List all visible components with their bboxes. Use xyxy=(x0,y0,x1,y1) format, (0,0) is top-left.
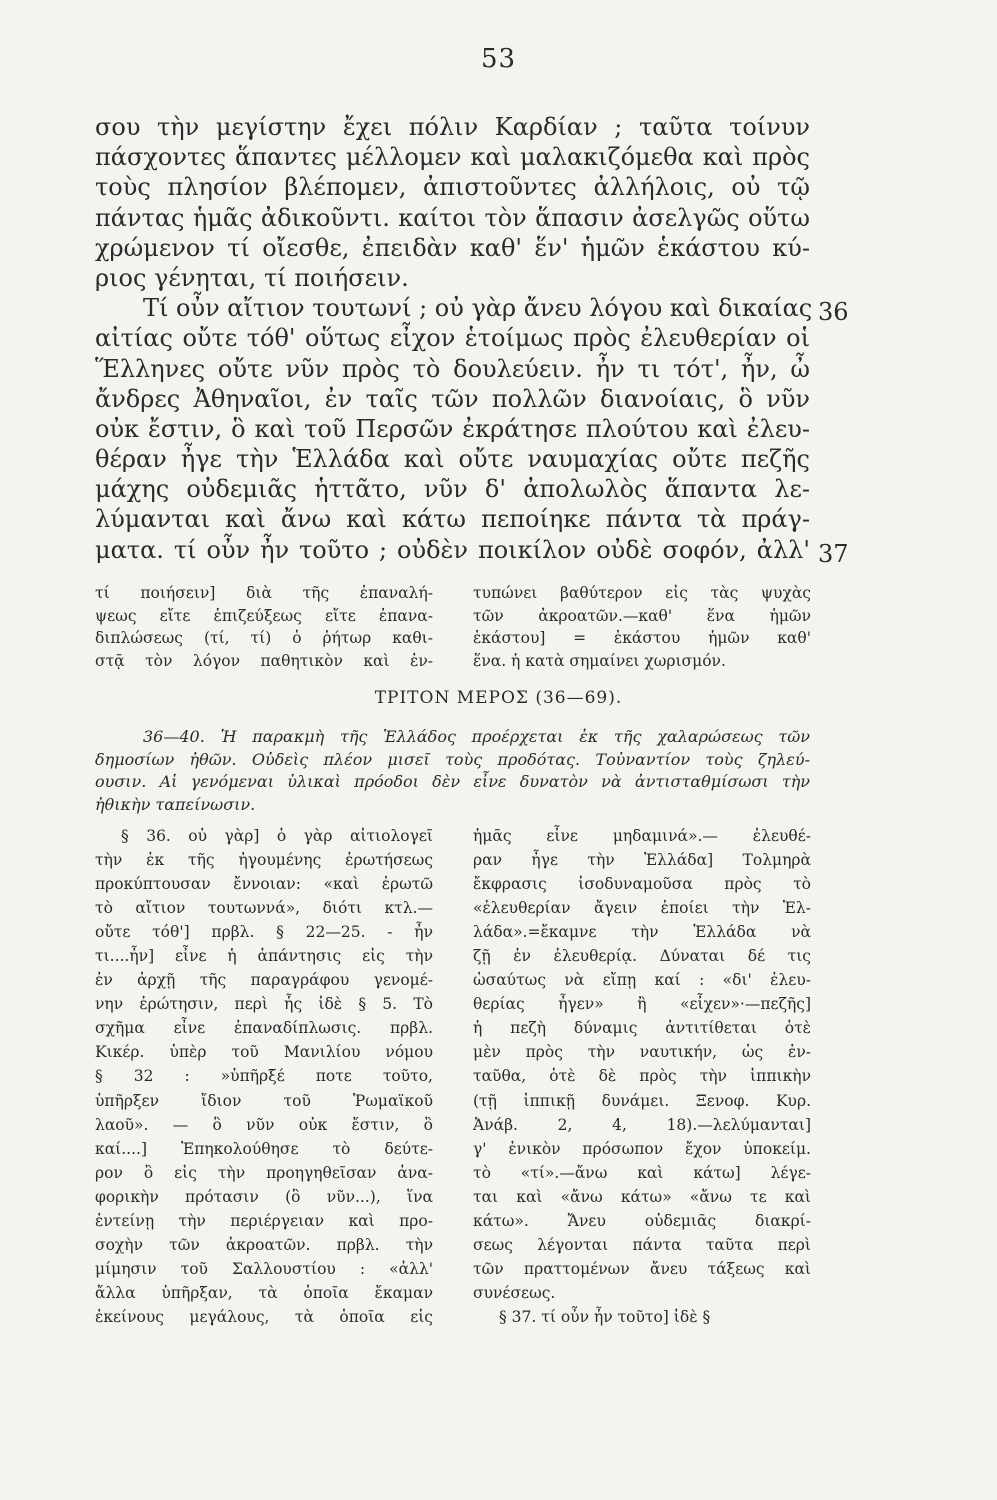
note-line: φορικὴν πρότασιν (ὃ νῦν...), ἵνα xyxy=(95,1187,433,1206)
note-line: Κικέρ. ὑπὲρ τοῦ Μανιλίου νόμου xyxy=(95,1043,433,1062)
note-line: ἔκφρασις ἰσοδυναμοῦσα πρὸς τὸ xyxy=(473,875,811,894)
note-line: ἑκάστου] = ἑκάστου ἡμῶν καθ' xyxy=(473,629,811,648)
note-line: προκύπτουσαν ἔννοιαν: «καὶ ἐρωτῶ xyxy=(95,875,433,894)
note-line: τί ποιήσειν] διὰ τῆς ἐπαναλή- xyxy=(95,584,433,602)
note-line: τυπώνει βαθύτερον εἰς τὰς ψυχὰς xyxy=(473,584,811,602)
commentary-left-column xyxy=(95,582,433,672)
main-line: οὐκ ἔστιν, ὃ καὶ τοῦ Περσῶν ἐκράτησε πλούτου καὶ ἐλευ- xyxy=(95,414,810,443)
note-line: ἐν ἀρχῇ τῆς παραγράφου γενομέ- xyxy=(95,971,433,990)
note-line: λάδα».=ἔκαμνε τὴν Ἑλλάδα νὰ xyxy=(473,923,811,942)
note-line: συνέσεως. xyxy=(473,1283,556,1302)
main-line: πάσχοντες ἅπαντες μέλλομεν καὶ μαλακιζόμεθα καὶ πρὸς xyxy=(95,143,810,172)
note-line: Ἀνάβ. 2, 4, 18).—λελύμανται] xyxy=(473,1115,811,1134)
note-line: διπλώσεως (τί, τί) ὁ ῥήτωρ καθι- xyxy=(95,629,433,648)
note-line: λαοῦ». — ὃ νῦν οὐκ ἔστιν, ὃ xyxy=(95,1115,433,1134)
note-line: τὴν ἐκ τῆς ἠγουμένης ἐρωτήσεως xyxy=(95,851,433,870)
main-line: σου τὴν μεγίστην ἔχει πόλιν Καρδίαν ; ταῦτα τοίνυν xyxy=(95,113,810,141)
note-line: κάτω». Ἄνευ οὐδεμιᾶς διακρί- xyxy=(473,1211,811,1230)
note-line: τι....ἦν] εἶνε ἡ ἀπάντησις εἰς τὴν xyxy=(95,947,433,966)
note-line: νην ἐρώτησιν, περὶ ἧς ἰδὲ § 5. Τὸ xyxy=(95,995,433,1014)
main-line: Ἕλληνες οὔτε νῦν πρὸς τὸ δουλεύειν. ἦν τι τότ', ἦν, ὦ xyxy=(95,354,810,383)
note-line: καί....] Ἐπηκολούθησε τὸ δεύτε- xyxy=(95,1139,433,1158)
note-line: γ' ἑνικὸν πρόσωπον ἔχον ὑποκείμ. xyxy=(473,1139,811,1158)
note-line: ται καὶ «ἄνω κάτω» «ἄνω τε καὶ xyxy=(473,1187,811,1206)
summary-line: δημοσίων ἠθῶν. Οὐδεὶς πλέον μισεῖ τοὺς προδότας. Τοὐναντίον τοὺς ζηλεύ- xyxy=(95,749,810,769)
note-line: μὲν πρὸς τὴν ναυτικήν, ὡς ἐν- xyxy=(473,1043,811,1062)
note-line: § 37. τί οὖν ἦν τοῦτο] ἰδὲ § xyxy=(499,1307,711,1326)
note-line: τῶν πραττομένων ἄνευ τάξεως καὶ xyxy=(473,1259,811,1278)
note-line: οὔτε τόθ'] πρβλ. § 22—25. - ἦν xyxy=(95,923,433,942)
summary-line: ουσιν. Αἱ γενόμεναι ὑλικαὶ πρόοδοι δὲν εἶνε δυνατὸν νὰ ἀντισταθμίσωσι τὴν xyxy=(95,772,810,792)
commentary-right-column xyxy=(473,582,811,672)
note-line: τῶν ἀκροατῶν.—καθ' ἕνα ἡμῶν xyxy=(473,606,811,625)
note-line: § 32 : »ὑπῆρξέ ποτε τοῦτο, xyxy=(95,1067,433,1086)
commentary-right-column xyxy=(473,824,811,1329)
note-line: ἄλλα ὑπῆρξαν, τὰ ὁποῖα ἔκαμαν xyxy=(95,1283,433,1302)
margin-section-number: 37 xyxy=(818,540,849,568)
main-line: θέραν ἦγε τὴν Ἑλλάδα καὶ οὔτε ναυμαχίας οὔτε πεζῆς xyxy=(95,445,810,474)
note-line: ψεως εἴτε ἐπιζεύξεως εἴτε ἐπανα- xyxy=(95,606,433,625)
note-line: θερίας ἦγεν» ἢ «εἶχεν»·—πεζῆς] xyxy=(473,995,811,1014)
main-line: χρώμενον τί οἴεσθε, ἐπειδὰν καθ' ἕν' ἡμῶν ἑκάστου κύ- xyxy=(95,233,810,262)
main-line: Τί οὖν αἴτιον τουτωνί ; οὐ γὰρ ἄνευ λόγου καὶ δικαίας xyxy=(143,294,813,323)
main-line: μάχης οὐδεμιᾶς ἡττᾶτο, νῦν δ' ἀπολωλὸς ἅπαντα λε- xyxy=(95,475,810,504)
note-line: ἐκείνους μεγάλους, τὰ ὁποῖα εἰς xyxy=(95,1307,433,1326)
main-text xyxy=(95,112,813,565)
summary-line: 36—40. Ἡ παρακμὴ τῆς Ἑλλάδος προέρχεται ἐκ τῆς χαλαρώσεως τῶν xyxy=(143,727,810,746)
note-line: σχῆμα εἶνε ἐπαναδίπλωσις. πρβλ. xyxy=(95,1019,433,1038)
note-line: ἕνα. ἡ κατὰ σημαίνει χωρισμόν. xyxy=(473,651,726,670)
note-line: τὸ «τί».—ἄνω καὶ κάτω] λέγε- xyxy=(473,1163,811,1182)
margin-section-number: 36 xyxy=(818,298,849,326)
note-line: σοχὴν τῶν ἀκροατῶν. πρβλ. τὴν xyxy=(95,1235,433,1254)
summary-line: ἠθικὴν ταπείνωσιν. xyxy=(95,794,256,814)
note-line: ἐντείνῃ τὴν περιέργειαν καὶ προ- xyxy=(95,1211,433,1230)
section-title: ΤΡΙΤΟΝ ΜΕΡΟΣ (36—69). xyxy=(374,688,623,708)
note-line: ὑπῆρξεν ἴδιον τοῦ Ῥωμαϊκοῦ xyxy=(95,1091,433,1110)
note-line: στᾷ τὸν λόγον παθητικὸν καὶ ἐν- xyxy=(95,651,433,670)
note-line: (τῇ ἱππικῇ δυνάμει. Ξενοφ. Κυρ. xyxy=(473,1091,811,1110)
note-line: μίμησιν τοῦ Σαλλουστίου : «ἀλλ' xyxy=(95,1259,433,1278)
note-line: ἡμᾶς εἶνε μηδαμινά».— ἐλευθέ- xyxy=(473,827,811,845)
note-line: ζῇ ἐν ἐλευθερίᾳ. Δύναται δέ τις xyxy=(473,947,811,966)
main-line: πάντας ἡμᾶς ἀδικοῦντι. καίτοι τὸν ἅπασιν ἀσελγῶς οὕτω xyxy=(95,203,810,232)
note-line: ταῦθα, ὁτὲ δὲ πρὸς τὴν ἱππικὴν xyxy=(473,1067,811,1086)
section-summary xyxy=(95,726,810,816)
note-line: σεως λέγονται πάντα ταῦτα περὶ xyxy=(473,1235,811,1254)
note-line: ραν ἦγε τὴν Ἑλλάδα] Τολμηρὰ xyxy=(473,851,811,870)
main-line: τοὺς πλησίον βλέπομεν, ἀπιστοῦντες ἀλλήλοις, οὐ τῷ xyxy=(95,173,810,202)
page-number: 53 xyxy=(480,44,517,74)
note-line: ἡ πεζὴ δύναμις ἀντιτίθεται ὁτὲ xyxy=(473,1019,811,1038)
main-line: ριος γένηται, τί ποιήσειν. xyxy=(95,263,409,292)
note-line: «ἐλευθερίαν ἄγειν ἐποίει τὴν Ἑλ- xyxy=(473,899,811,918)
note-line: ὡσαύτως νὰ εἴπῃ καί : «δι' ἐλευ- xyxy=(473,971,811,990)
main-line: λύμανται καὶ ἄνω καὶ κάτω πεποίηκε πάντα τὰ πράγ- xyxy=(95,505,810,534)
main-line: αἰτίας οὔτε τόθ' οὕτως εἶχον ἑτοίμως πρὸς ἐλευθερίαν οἱ xyxy=(95,324,810,353)
main-line: ἄνδρες Ἀθηναῖοι, ἐν ταῖς τῶν πολλῶν διανοίαις, ὃ νῦν xyxy=(95,384,810,413)
commentary-left-column xyxy=(95,824,433,1329)
note-line: § 36. οὐ γὰρ] ὁ γὰρ αἰτιολογεῖ xyxy=(121,827,433,845)
main-line: ματα. τί οὖν ἦν τοῦτο ; οὐδὲν ποικίλον οὐδὲ σοφόν, ἀλλ' xyxy=(95,535,810,564)
note-line: τὸ αἴτιον τουτωννά», διότι κτλ.— xyxy=(95,899,433,918)
note-line: ρον ὃ εἰς τὴν προηγηθεῖσαν ἀνα- xyxy=(95,1163,433,1182)
